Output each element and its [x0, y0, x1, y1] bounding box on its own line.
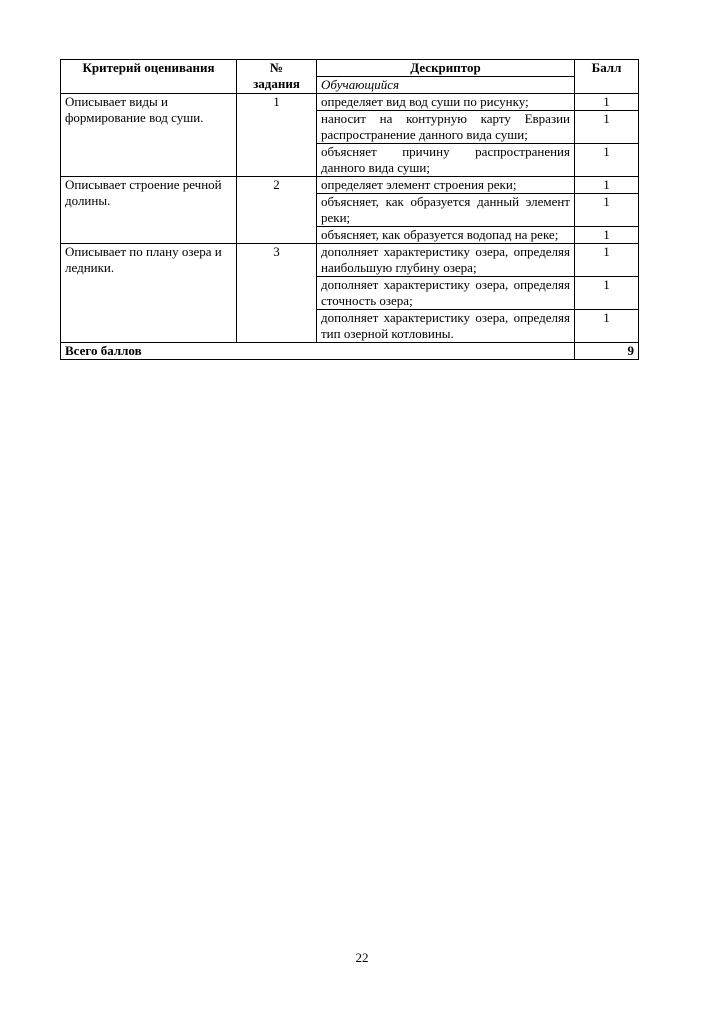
score-cell: 1	[575, 111, 639, 144]
descriptor-cell: дополняет характеристику озера, определяя тип озерной котловины.	[317, 310, 575, 343]
header-task-number-word: задания	[253, 76, 300, 91]
header-row	[61, 60, 639, 77]
table-row	[61, 177, 639, 194]
descriptor-cell: наносит на контурную карту Евразии распространение данного вида суши;	[317, 111, 575, 144]
score-cell: 1	[575, 310, 639, 343]
score-cell: 1	[575, 177, 639, 194]
descriptor-cell: дополняет характеристику озера, определяя сточность озера;	[317, 277, 575, 310]
descriptor-cell: объясняет причину распространения данного вида суши;	[317, 144, 575, 177]
score-cell: 1	[575, 194, 639, 227]
descriptor-cell: определяет вид вод суши по рисунку;	[317, 94, 575, 111]
header-task-number	[237, 60, 317, 94]
score-cell: 1	[575, 227, 639, 244]
header-learner: Обучающийся	[317, 77, 575, 94]
task-number-cell: 1	[237, 94, 317, 177]
header-score: Балл	[575, 60, 639, 94]
total-row	[61, 343, 639, 360]
table-row	[61, 94, 639, 111]
descriptor-cell: определяет элемент строения реки;	[317, 177, 575, 194]
total-label: Всего баллов	[61, 343, 575, 360]
score-cell: 1	[575, 244, 639, 277]
assessment-rubric-table	[60, 59, 639, 360]
criterion-cell: Описывает строение речной долины.	[61, 177, 237, 244]
descriptor-cell: объясняет, как образуется данный элемент реки;	[317, 194, 575, 227]
header-descriptor: Дескриптор	[317, 60, 575, 77]
criterion-cell: Описывает виды и формирование вод суши.	[61, 94, 237, 177]
score-cell: 1	[575, 277, 639, 310]
header-criterion: Критерий оценивания	[61, 60, 237, 94]
page-number: 22	[355, 950, 369, 965]
score-cell: 1	[575, 94, 639, 111]
table-row	[61, 244, 639, 277]
score-cell: 1	[575, 144, 639, 177]
total-value: 9	[575, 343, 639, 360]
descriptor-cell: дополняет характеристику озера, определяя наибольшую глубину озера;	[317, 244, 575, 277]
criterion-cell: Описывает по плану озера и ледники.	[61, 244, 237, 343]
header-task-number-symbol: №	[269, 60, 284, 75]
task-number-cell: 2	[237, 177, 317, 244]
descriptor-cell: объясняет, как образуется водопад на реке;	[317, 227, 575, 244]
task-number-cell: 3	[237, 244, 317, 343]
